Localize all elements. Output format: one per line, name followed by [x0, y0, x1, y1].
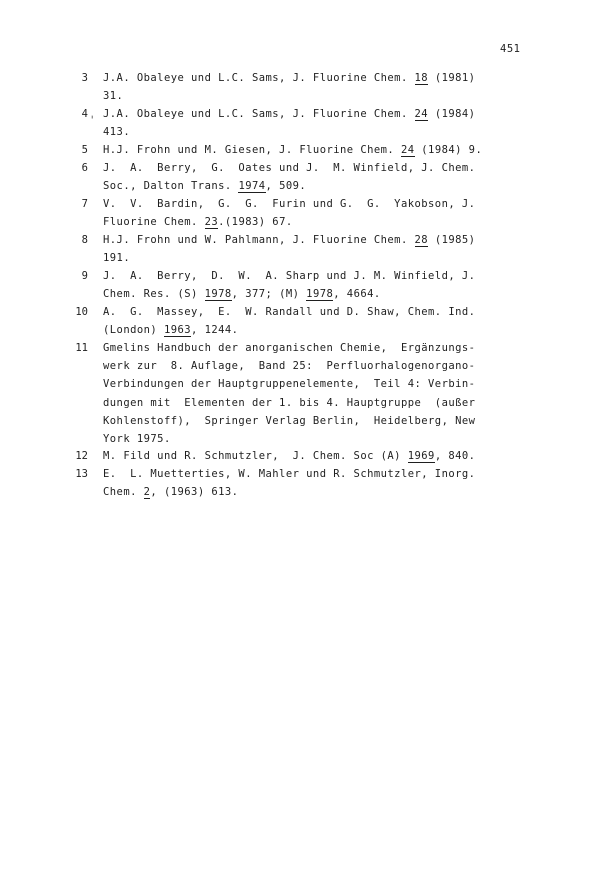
reference-line [103, 339, 507, 357]
reference-text-segment: Kohlenstoff), Springer Verlag Berlin, Heidelberg, New [103, 414, 476, 427]
reference-text-segment: J.A. Obaleye und L.C. Sams, J. Fluorine Chem. [103, 72, 415, 84]
reference-text [103, 69, 507, 105]
reference-text-segment: V. V. Bardin, G. G. Furin und G. G. Yakobson, J. [103, 198, 476, 210]
reference-text-segment: Chem. [103, 486, 144, 499]
reference-text-segment: .(1983) 67. [218, 216, 293, 229]
reference-text [103, 267, 507, 303]
reference-text-segment: M. Fild und R. Schmutzler, J. Chem. Soc (A) [103, 450, 408, 462]
reference-text [103, 447, 507, 465]
reference-text-segment: , 377; (M) [231, 288, 307, 301]
reference-text-segment: Fluorine Chem. [103, 216, 205, 229]
reference-line [103, 375, 507, 393]
reference-number: 7 [81, 198, 88, 210]
reference-line [103, 141, 507, 159]
reference-number: 9 [81, 270, 88, 282]
reference-text-segment: , 509. [265, 180, 307, 193]
reference-text-segment: dungen mit Elementen der 1. bis 4. Hauptgruppe (außer [103, 396, 476, 409]
reference-line [103, 69, 507, 87]
reference-line [103, 123, 507, 141]
reference-number: 4 [81, 108, 88, 120]
reference-number: 13 [75, 468, 88, 480]
volume-year-underlined: 1978 [204, 288, 232, 301]
page-number: 451 [500, 43, 521, 55]
reference-line [103, 447, 507, 465]
reference-line [103, 195, 507, 213]
volume-year-underlined: 2 [143, 486, 151, 499]
volume-year-underlined: 1974 [238, 180, 266, 193]
volume-year-underlined: 1963 [163, 324, 192, 337]
volume-year-underlined: 24 [414, 108, 429, 120]
reference-text [103, 339, 507, 448]
reference-text-segment: 413. [103, 126, 131, 139]
reference-line [103, 303, 507, 321]
volume-year-underlined: 1978 [306, 288, 334, 301]
reference-text-segment: H.J. Frohn und W. Pahlmann, J. Fluorine Chem. [103, 234, 415, 246]
volume-year-underlined: 23 [204, 216, 219, 229]
reference-number: 8 [81, 234, 88, 246]
reference-text-segment: (1984) 9. [414, 144, 483, 156]
reference-text-segment: Verbindungen der Hauptgruppenelemente, Teil 4: Verbin- [103, 378, 476, 391]
reference-line [103, 321, 507, 339]
reference-text-segment: (London) [103, 324, 164, 337]
reference-line [103, 159, 507, 177]
reference-text-segment: York 1975. [103, 432, 171, 445]
reference-number: 11 [75, 342, 88, 354]
reference-text-segment: , 1244. [191, 324, 239, 337]
reference-number: 6 [81, 162, 88, 174]
reference-number: 3 [81, 72, 88, 84]
reference-text-segment: , (1963) 613. [150, 486, 239, 499]
reference-text [103, 195, 507, 231]
reference-text-segment: (1981) [428, 72, 476, 84]
reference-text [103, 303, 507, 339]
reference-text-segment: J. A. Berry, D. W. A. Sharp und J. M. Winfield, J. [103, 270, 476, 282]
reference-text-segment: , 840. [434, 450, 476, 462]
reference-mark: ˌ [89, 108, 96, 120]
reference-text [103, 465, 507, 501]
volume-year-underlined: 28 [414, 234, 429, 246]
reference-text-segment: J. A. Berry, G. Oates und J. M. Winfield, J. Chem. [103, 162, 476, 174]
reference-text-segment: Chem. Res. (S) [103, 288, 205, 301]
reference-text-segment: (1984) [428, 108, 476, 120]
volume-year-underlined: 18 [414, 72, 429, 84]
reference-text-segment: (1985) [428, 234, 476, 246]
reference-line [103, 177, 507, 195]
volume-year-underlined: 24 [400, 144, 415, 156]
reference-line [103, 267, 507, 285]
reference-line [103, 430, 507, 448]
reference-text [103, 141, 507, 159]
volume-year-underlined: 1969 [407, 450, 435, 462]
reference-text [103, 231, 507, 267]
reference-line [103, 249, 507, 267]
reference-text-segment: E. L. Muetterties, W. Mahler und R. Schmutzler, Inorg. [103, 468, 476, 480]
reference-text-segment: 31. [103, 90, 124, 103]
reference-text-segment: H.J. Frohn und M. Giesen, J. Fluorine Chem. [103, 144, 401, 156]
reference-line [103, 412, 507, 430]
reference-text-segment: Soc., Dalton Trans. [103, 180, 239, 193]
reference-line [103, 105, 507, 123]
reference-text-segment: A. G. Massey, E. W. Randall und D. Shaw, Chem. Ind. [103, 306, 476, 318]
reference-number: 10 [75, 306, 88, 318]
reference-text-segment: werk zur 8. Auflage, Band 25: Perfluorhalogenorgano- [103, 360, 476, 373]
reference-line [103, 285, 507, 303]
reference-text-segment: Gmelins Handbuch der anorganischen Chemie, Ergänzungs- [103, 342, 476, 354]
reference-text-segment: , 4664. [333, 288, 381, 301]
reference-text [103, 159, 507, 195]
reference-number: 12 [75, 450, 88, 462]
reference-line [103, 465, 507, 483]
reference-number: 5 [81, 144, 88, 156]
reference-line [103, 213, 507, 231]
reference-line [103, 231, 507, 249]
reference-line [103, 483, 507, 501]
reference-text-segment: 191. [103, 252, 131, 265]
reference-line [103, 357, 507, 375]
reference-text-segment: J.A. Obaleye und L.C. Sams, J. Fluorine Chem. [103, 108, 415, 120]
reference-text [103, 105, 507, 141]
reference-line [103, 87, 507, 105]
reference-line [103, 394, 507, 412]
